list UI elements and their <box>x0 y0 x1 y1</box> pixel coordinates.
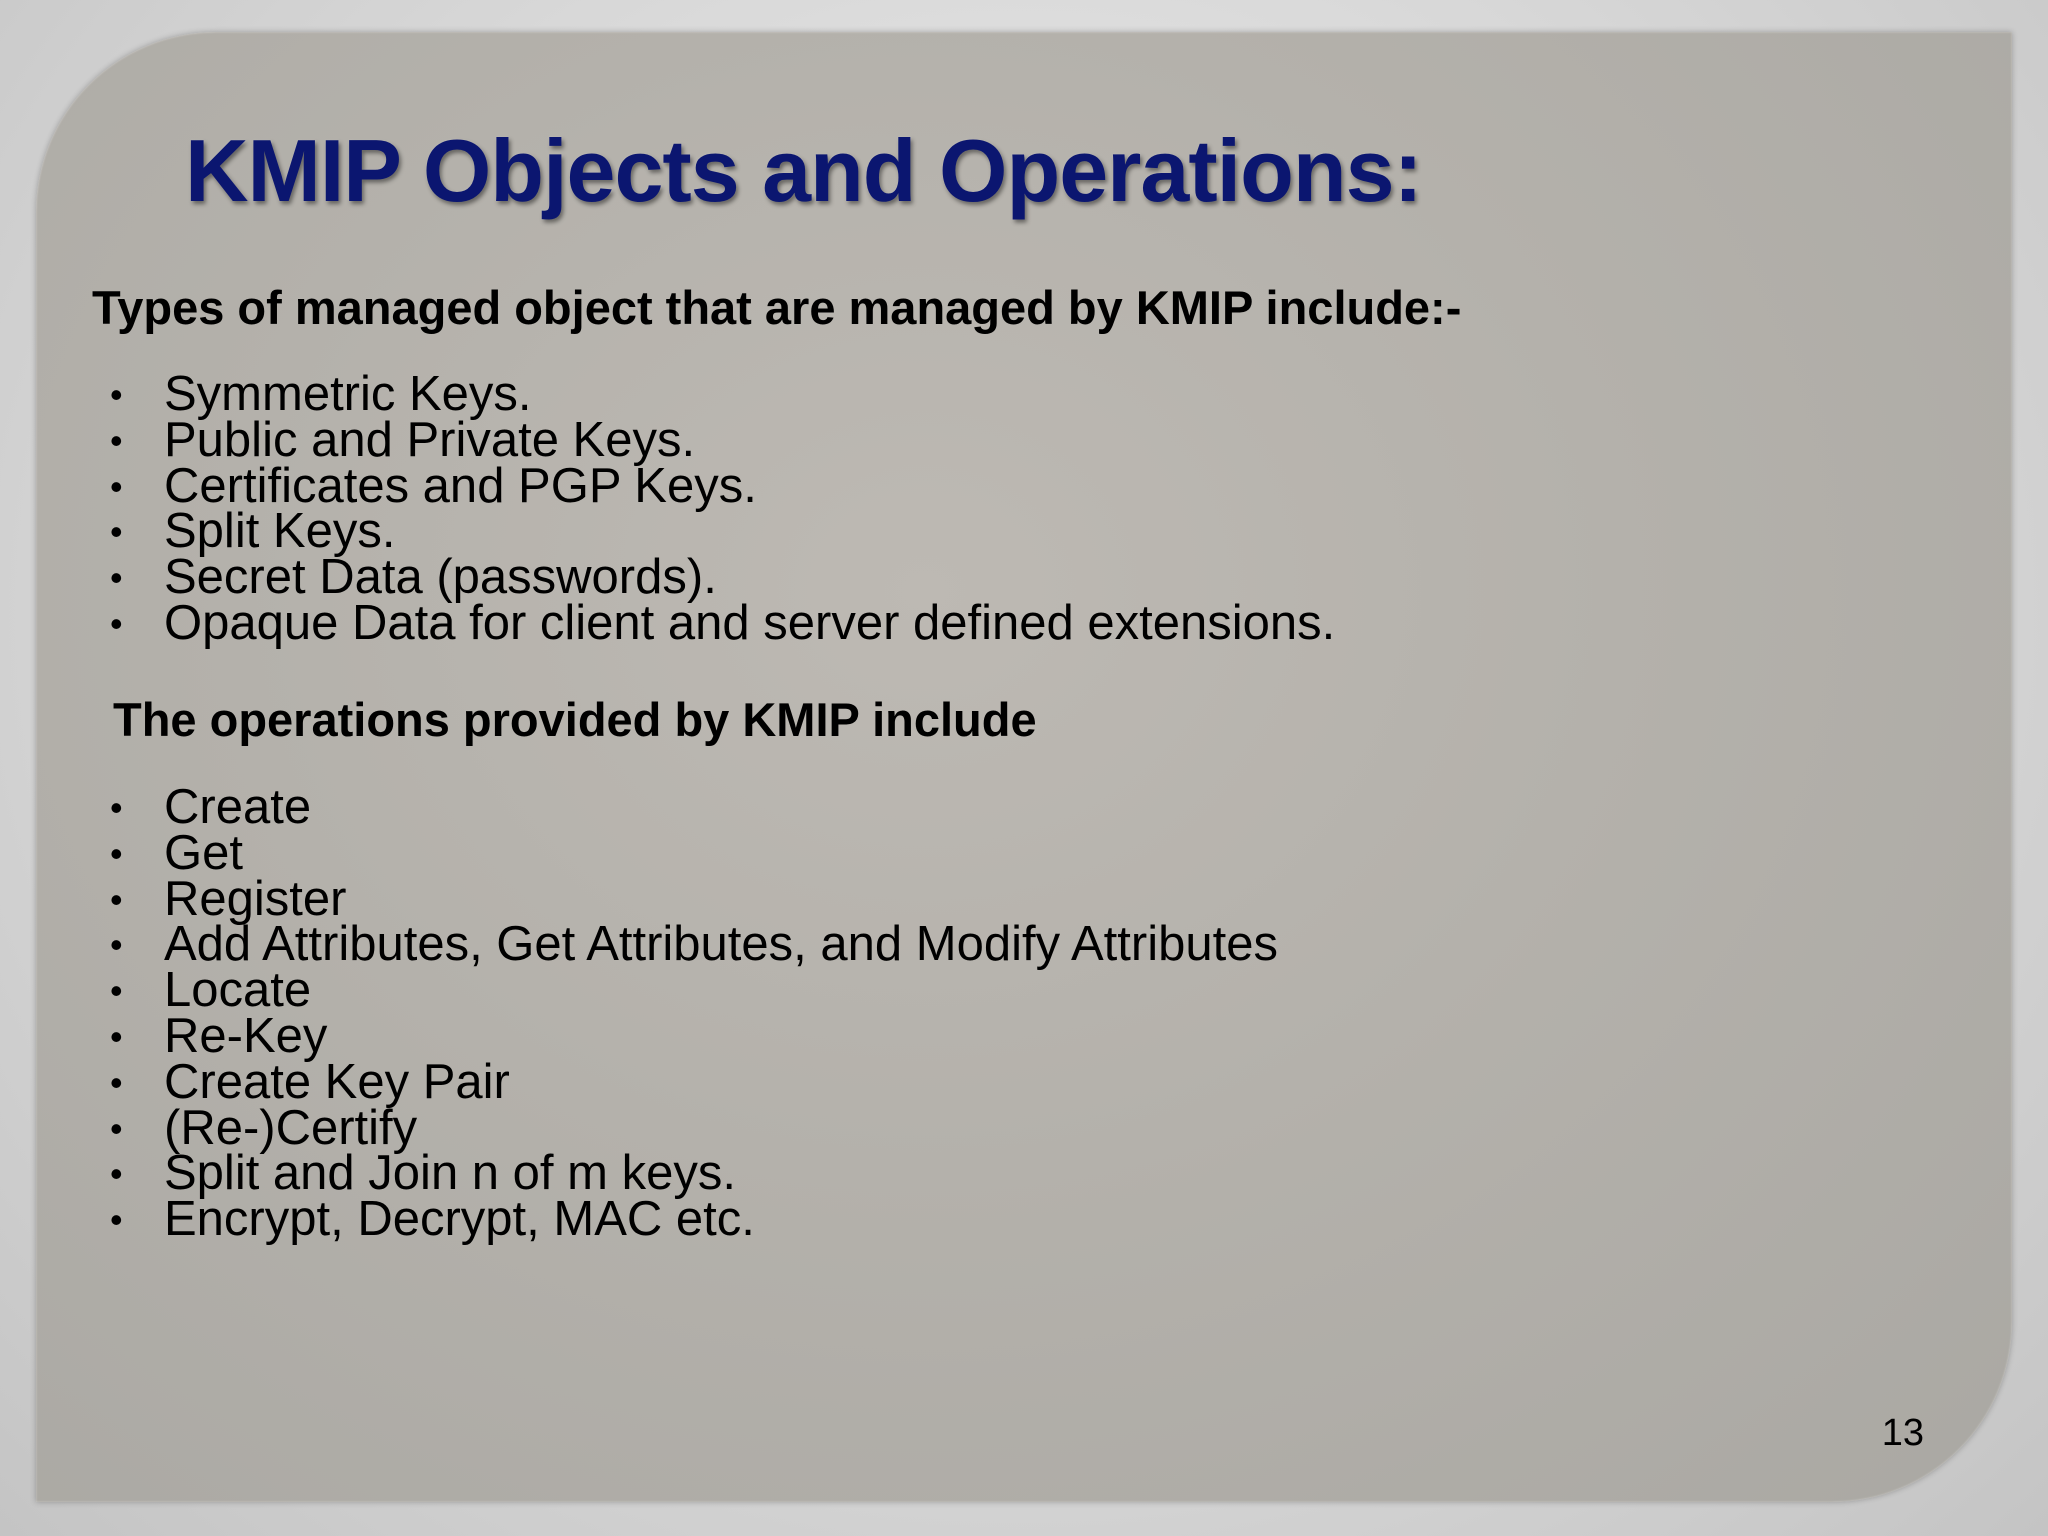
list-item <box>110 595 1336 650</box>
operations-heading: The operations provided by KMIP include <box>113 693 1037 746</box>
list-item <box>110 367 1335 421</box>
list-item-text: Register <box>164 871 347 926</box>
list-item-text: Locate <box>164 963 312 1018</box>
list-item <box>110 412 1335 467</box>
bullet-icon: • <box>110 1015 123 1057</box>
bullet-icon: • <box>110 557 123 599</box>
list-item-text: Certificates and PGP Keys. <box>164 458 757 513</box>
list-item <box>110 825 1278 880</box>
bullet-icon: • <box>110 465 123 507</box>
slide-title: KMIP Objects and Operations: <box>185 121 1422 220</box>
slide-panel <box>36 32 2012 1502</box>
objects-list <box>110 367 1336 650</box>
list-item <box>110 1192 1278 1247</box>
bullet-icon: • <box>110 787 123 828</box>
list-item <box>110 1146 1278 1201</box>
list-item-text: Split Keys. <box>164 504 396 559</box>
list-item-text: Get <box>164 825 243 880</box>
bullet-icon: • <box>110 832 123 874</box>
list-item <box>110 504 1335 559</box>
list-item <box>110 1054 1278 1109</box>
bullet-icon: • <box>110 924 123 966</box>
list-item <box>110 458 1335 513</box>
bullet-icon: • <box>110 602 123 644</box>
bullet-icon: • <box>110 511 123 553</box>
list-item-text: Secret Data (passwords). <box>164 550 717 605</box>
list-item <box>110 1008 1278 1063</box>
list-item <box>110 917 1278 972</box>
list-item-text: Add Attributes, Get Attributes, and Modify Attributes <box>164 917 1278 972</box>
list-item <box>110 1100 1278 1155</box>
list-item-text: Opaque Data for client and server defined extensions. <box>164 595 1336 650</box>
bullet-icon: • <box>110 1107 123 1149</box>
bullet-icon: • <box>110 374 123 415</box>
operations-list <box>110 780 1278 1247</box>
list-item <box>110 780 1278 834</box>
list-item-text: Create Key Pair <box>164 1054 510 1109</box>
bullet-icon: • <box>110 419 123 461</box>
list-item-text: Public and Private Keys. <box>164 412 696 467</box>
bullet-icon: • <box>110 970 123 1012</box>
list-item-text: Re-Key <box>164 1008 328 1063</box>
list-item-text: Symmetric Keys. <box>164 367 532 421</box>
list-item-text: (Re-)Certify <box>164 1100 418 1155</box>
bullet-icon: • <box>110 1061 123 1103</box>
list-item <box>110 871 1278 926</box>
list-item-text: Split and Join n of m keys. <box>164 1146 736 1201</box>
list-item <box>110 550 1335 605</box>
page-number: 13 <box>1881 1412 1924 1454</box>
bullet-icon: • <box>110 878 123 920</box>
list-item-text: Encrypt, Decrypt, MAC etc. <box>164 1192 755 1247</box>
bullet-icon: • <box>110 1153 123 1195</box>
bullet-icon: • <box>110 1199 123 1241</box>
list-item <box>110 963 1278 1018</box>
list-item-text: Create <box>164 780 312 834</box>
objects-heading: Types of managed object that are managed by KMIP include:- <box>92 281 1462 334</box>
